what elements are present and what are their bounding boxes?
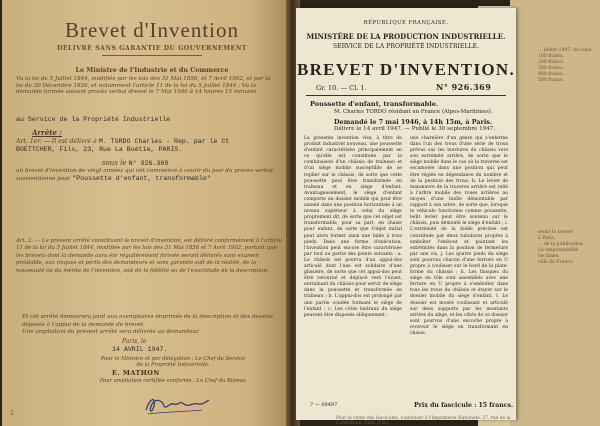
certificate-subtitle: DÉLIVRÉ SANS GARANTIE DU GOUVERNEMENT xyxy=(56,45,248,52)
applicant-line-2: BOETTCHER, Fils, 23, Rue La Boétie, PARIS. xyxy=(16,145,183,153)
signature-icon xyxy=(142,390,212,418)
republic-header: RÉPUBLIQUE FRANÇAISE. xyxy=(363,20,449,26)
place: Paris, le xyxy=(122,338,147,345)
group-class: Gr. 10. — Cl. 1. xyxy=(316,84,367,92)
service-line: au Service de la Propriété Industrielle xyxy=(16,116,171,123)
article-2: Art. 2. — Le présent arrêté constituant le brevet d'invention, est délivré conformément à l'article 11 de la loi du 5 Juillet 1844, modifiée par les lois des 31 Mai 1856 et 7 Avril 1902, portant que les brevets dont la demande aura été régulièrement formée seront délivrés sans examen préalable, aux risques et périls des demandeurs et sans garantie soit de la réalité, de la nouveauté ou du mérite de l'invention, soit de la fidélité ou de l'exactitude de la description. xyxy=(16,238,282,274)
ratify-prefix: Et cet arrêté demeurera joint aux exemplaires imprimés de la xyxy=(22,314,198,320)
issue-date: 14 AVRIL 1947. xyxy=(112,346,168,353)
ministry-header: MINISTÈRE DE LA PRODUCTION INDUSTRIELLE. xyxy=(306,32,506,41)
ratify-suffix: déposés à l'appui de la demande de brevet. xyxy=(22,321,145,328)
article-1 xyxy=(16,138,284,153)
back-line: La responsabilité xyxy=(538,248,579,253)
minister-line: Le Ministre de l'Industrie et du Commerce xyxy=(75,66,229,74)
preamble-text: Vu la loi du 5 Juillet 1844, modifiée par les lois des 31 Mai 1856, et 7 Avril 1902, et par la loi du 30 Décembre 1926, et notamment l'article 11 de la loi du 5 Juillet 1844 ; Vu la demande formée suivant procès verbal dressé le 7 Mai 1946 à 14 heures 15 minutes xyxy=(16,76,271,96)
back-page-text-top xyxy=(538,48,598,84)
body-column-left: La présente invention vise, à titre de produit industriel nouveau, une poussette d'enfant caractérisée principalement en ce qu'elle est constituée par la combinaison d'un châssis de traîneau et d'un siège mobile susceptible de se replier sur le châssis, de sorte que cette poussette peut être transformée en traîneau et en siège d'enfant. Avantageusement, le siège d'enfant comporte un dossier mobile qui peut être amené dans une position horizontale à un niveau supérieur à celui du siège proprement dit, de sorte que cet objet est transformable, pour sa part, en chaise pour enfant, de sorte que l'objet initial peut alors former ainsi une table à trois pieds. Dans une forme d'exécution, l'invention peut encore être caractérisée par tout ou partie des points suivants : a. Le châssis est pourvu d'un appui-dos articulé dont l'axe est solidaire d'une glissière, de sorte que cet appui-dos peut être retourné et déplacé vers l'avant, entraînant du châssis pour servir de siège dans la poussette et transformée en traîneau ; b. L'appui-dos est prolongé par une partie coudée formant le siège de l'enfant ; c. Les côtés latéraux du siège peuvent être disposés obliquement ; xyxy=(304,136,402,318)
arrete-heading: Arrête : xyxy=(32,128,62,137)
delegation-note: Pour ampliation certifiée conforme : Le Chef du Bureau xyxy=(99,378,247,384)
certificate-title: Brevet d'Invention xyxy=(65,18,239,42)
back-line: les taxes. xyxy=(538,254,560,259)
page-number: 2 xyxy=(10,410,14,417)
back-line: 300 francs. xyxy=(538,66,565,71)
applicant-line-1: M. TORDO Charles - Rep. par le Ct xyxy=(98,138,230,145)
footer-code: 7 — 00497 xyxy=(310,402,338,408)
grant-date: Délivré le 14 avril 1947. — Publié le 30 septembre 1947. xyxy=(334,126,496,132)
filing-date: Demandé le 7 mai 1946, à 14h 15m, à Paris. xyxy=(334,118,493,126)
patent-holder: M. Charles TORDO résidant en France (Alpes-Maritimes). xyxy=(334,109,493,115)
back-line: à Paris, xyxy=(538,236,556,241)
registration-prefix: sous le xyxy=(102,159,127,167)
ratification-text xyxy=(22,314,282,337)
body-column-right: une charnière d'un genre qui s'enferme dans l'un des trous d'une série de trous prévus sur les bordures du châssis vers son extrémité arrière, de sorte que le siège mobile dans le cas où la traverse est escamotée dans une position qui peut être réglée en dépendance du nombre et de la position des trous. h. Le levier de manœuvre de la traverse arrière est relié à l'arbre mobile des roues arrières au moyen d'une bielle démontable par rapport à son arbre, de sorte que, lorsque le véhicule fonctionne comme poussette, ledit levier peut être soutenu sur le châssis, puis démonté le siège d'enfant ; i. L'extrémité de la bielle précitée est constituée par deux tubulures propres à emboîter l'embout et pointant les extrémités dans la position de fermeture par une vis. j. Les quatre pieds du siège sont pourvus chacun d'une ferrure en U propre à coulisser sur le bord de la plate-forme du châssis ; k. Les flasques du siège en tôle sont assemblés avec une ferrure en U propre à s'emboîter dans tous les trous du châssis et étayer sur le dossier mobile du siège d'enfant. l. Le dossier est monté coulissant et articulé sur deux supports par les montants arrière du siège, et les côtés de ce dossier sont pourvus d'une encoche propre à recevoir le siège en transformant en chaise. xyxy=(410,136,508,336)
ratify-mid: et des dessins xyxy=(233,314,273,320)
back-line: senté le brevet xyxy=(538,230,573,235)
patent-title: Poussette d'enfant, transformable. xyxy=(310,100,439,108)
ampliation-note: Une ampliation du présent arrêté sera délivrée au demandeur. xyxy=(22,329,200,336)
sales-note: Pour la vente des fascicules, s'adresser à l'Imprimerie Nationale, 27, rue de la Convention, Paris (15e). xyxy=(336,416,511,426)
back-line: 500 francs. xyxy=(538,78,565,83)
certificate-page xyxy=(2,0,292,426)
divider xyxy=(102,55,202,56)
back-line: ... de la publication. xyxy=(538,242,585,247)
for-minister: Pour le Ministre et par délégation : Le Chef du Service de la Propriété Industrielle. xyxy=(100,356,246,369)
printed-patent-page xyxy=(296,8,516,426)
service-header: SERVICE DE LA PROPRIÉTÉ INDUSTRIELLE. xyxy=(332,43,480,50)
back-page-text-mid xyxy=(538,230,598,266)
patent-grant-text xyxy=(16,168,284,183)
invention-title: "Poussette d'enfant, transformable" xyxy=(72,175,211,183)
article-1-prefix: Art. 1er. — Il est délivré à xyxy=(16,138,97,145)
ratify-description: description xyxy=(199,314,232,320)
patent-number: N° 926.369 xyxy=(436,82,492,92)
back-line: ville de France xyxy=(538,260,573,265)
registration-value: N° 926.369 xyxy=(128,160,169,167)
back-line: 100 francs. xyxy=(538,54,565,59)
patent-heading: BREVET D'INVENTION. xyxy=(296,60,516,79)
registration-number xyxy=(102,159,168,167)
price-line: Prix du fascicule : 15 francs. xyxy=(414,402,514,409)
official-name: E. MATHON xyxy=(112,369,160,377)
back-line: ... juillet 1947, les taux xyxy=(538,48,592,53)
patent-intro: un brevet d'invention de vingt années qui ont commencé à courir du jour du procès verbal susmentionné pour xyxy=(16,168,273,183)
back-line: 200 francs. xyxy=(538,60,565,65)
back-line: 400 francs. xyxy=(538,72,565,77)
divider xyxy=(306,95,506,96)
